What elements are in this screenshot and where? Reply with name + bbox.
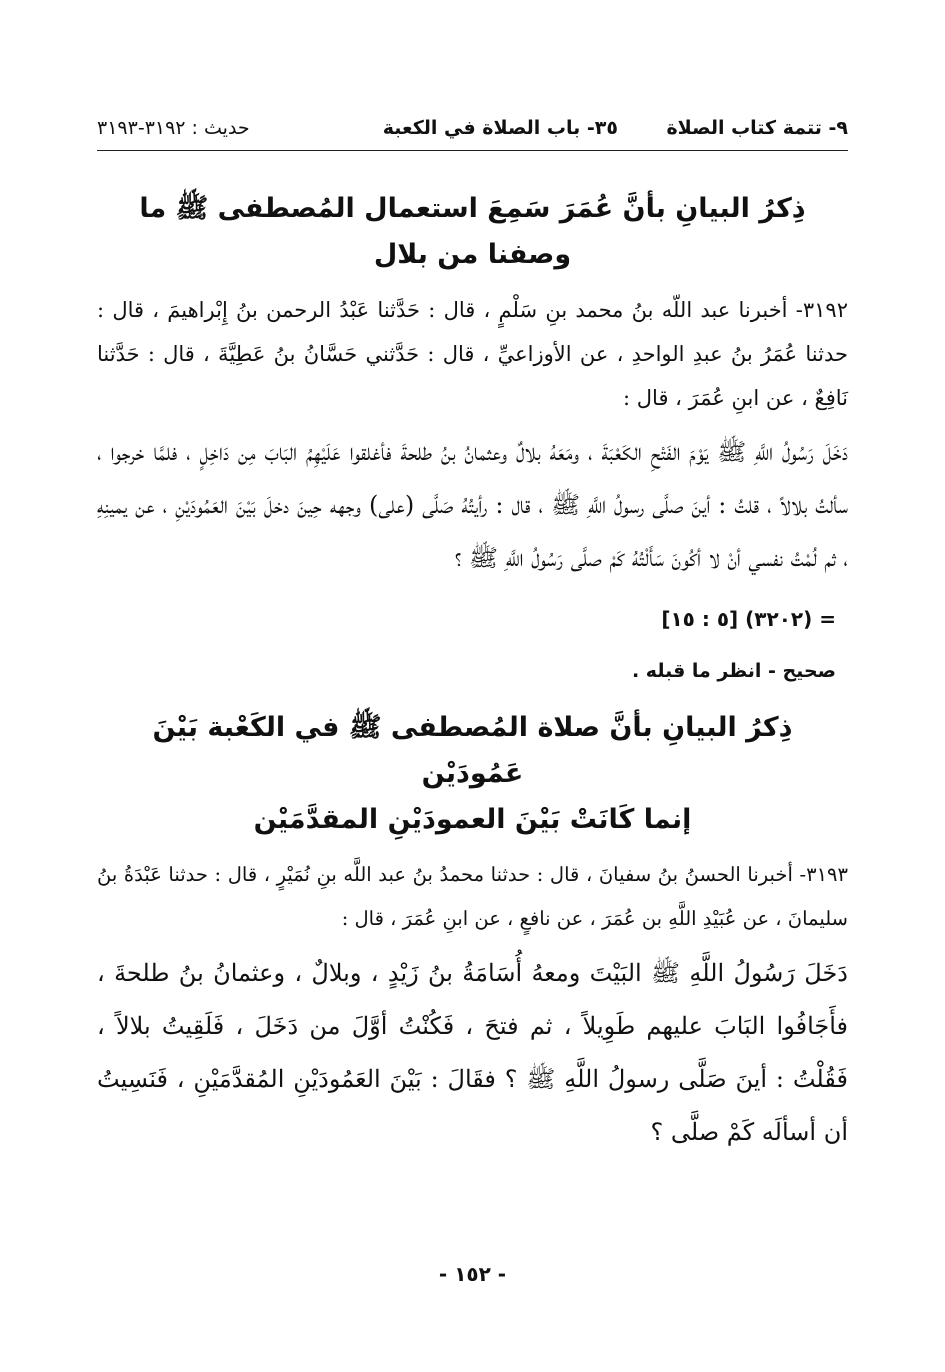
header-divider (97, 150, 848, 151)
section2-title-line2: إنما كَانَتْ بَيْنَ العمودَيْنِ المقدَّمَيْن (253, 804, 692, 835)
section2-title-line1: ذِكرُ البيانِ بأنَّ صلاة المُصطفى ﷺ في الكَعْبة بَيْنَ عَمُودَيْن (152, 712, 793, 789)
hadith-3193-text: دَخَلَ رَسُولُ اللَّهِ ﷺ البَيْتَ ومعهُ أُسَامَةُ بنُ زَيْدٍ ، وبلالٌ ، وعثمانُ بنُ طلحةَ ، فأَجَافُوا البَابَ عليهم طَوِيلاً ، ثم فتحَ ، فَكُنْتُ أوَّلَ من دَخَلَ ، فَلَقِيتُ بلالاً ، فَقُلْتُ : أينَ صَلَّى رسولُ اللَّهِ ﷺ ؟ فقَالَ : بَيْنَ العَمُودَيْنِ المُقدَّمَيْنِ ، فَنَسِيتُ أن أسألَه كَمْ صلَّى ؟ (97, 959, 848, 1146)
hadith-3192-isnad: ٣١٩٢- أخبرنا عبد اللّه بنُ محمد بنِ سَلْمٍ ، قال : حَدَّثنا عَبْدُ الرحمن بنُ إِبْراهيمَ ، قال : حدثنا عُمَرُ بنُ عبدِ الواحدِ ، عن الأوزاعيِّ ، قال : حَدَّثني حَسَّانُ بنُ عَطِيَّةَ ، قال : حَدَّثنا نَافِعٌ ، عن ابنِ عُمَرَ ، قال : (97, 298, 848, 410)
running-header (97, 112, 848, 144)
section1-title-line2: وصفنا من بلال (373, 239, 572, 270)
section1-title (97, 186, 848, 278)
header-hadith-range: حديث : ٣١٩٢-٣١٩٣ (97, 117, 250, 139)
header-section: ٣٥- باب الصلاة في الكعبة (382, 117, 618, 139)
hadith-3192-text: دَخَلَ رَسُولُ اللَّهِ ﷺ يَوْمَ الفَتْحِ الكَعْبَةَ ، ومَعَهُ بلالٌ وعثمانُ بنُ طلحةَ فأغلقوا عَلَيْهِمُ البَابَ مِن دَاخِلٍ ، فلمَّا خرجوا ، سألتُ بلالاً ، قلتُ : أينَ صلَّى رسولُ اللَّهِ ﷺ ، قال : رأيتُهُ صَلَّى (على) وجهه حِينَ دخلَ بَيْنَ العَمُودَيْنِ ، عن يمينِهِ ، ثم لُمْتُ نفسي أنْ لا أكُونَ سَأَلْتُهُ كَمْ صلَّى رَسُولُ اللَّهِ ﷺ ؟ (97, 438, 848, 572)
page-number: - ١٥٢ - (438, 1262, 507, 1286)
hadith-3193-isnad: ٣١٩٣- أخبرنا الحسنُ بنُ سفيانَ ، قال : حدثنا محمدُ بنُ عبد اللَّه بنِ نُمَيْرٍ ، قال : حدثنا عَبْدَةُ بنُ سليمانَ ، عن عُبَيْدِ اللَّهِ بن عُمَرَ ، عن نافعٍ ، عن ابنِ عُمَرَ ، قال : (97, 863, 848, 930)
hadith-3192-reference: = (٣٢٠٢) [٥ : ١٥] (661, 607, 836, 631)
hadith-3192-grade: صحيح - انظر ما قبله . (631, 660, 836, 682)
section2-title (97, 705, 848, 843)
header-chapter: ٩- تتمة كتاب الصلاة (666, 117, 848, 139)
section1-title-line1: ذِكرُ البيانِ بأنَّ عُمَرَ سَمِعَ استعمال المُصطفى ﷺ ما (139, 193, 806, 224)
page-body (97, 180, 848, 1159)
